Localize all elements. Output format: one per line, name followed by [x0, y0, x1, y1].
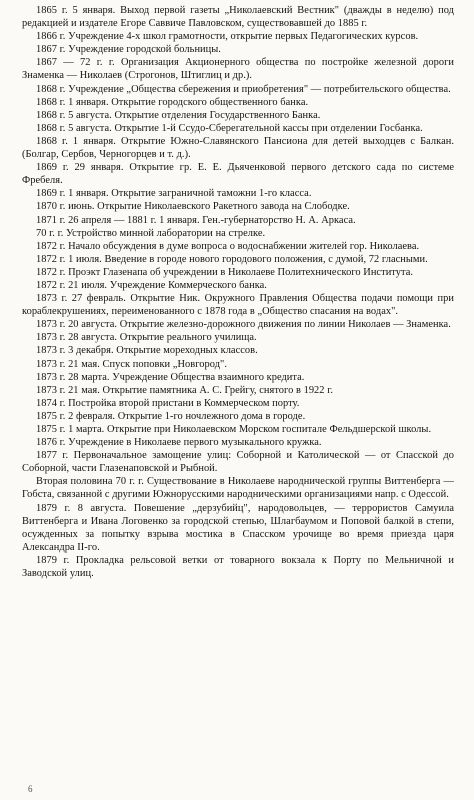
chronology-entry: 1875 г. 1 марта. Открытие при Николаевском Морском госпитале Фельдшерской школы.	[36, 424, 432, 435]
chronology-entry: 1872 г. Начало обсуждения в думе вопроса о водоснабжении жителей гор. Николаева.	[36, 240, 420, 252]
chronology-entry: 1868 г. 5 августа. Открытие отделения Государственного Банка.	[36, 109, 321, 121]
chronology-entry: 1873 г. 20 августа. Открытие железно-дорожного движения по линии Николаев — Знаменка.	[36, 319, 451, 331]
chronology-entry: 1872 г. Проэкт Глазенапа об учреждении в Николаеве Политехнического Института.	[36, 266, 414, 278]
chronology-entry: 1868 г. 1 января. Открытие Южно-Славянского Пансиона для детей выходцев с Балкан. (Болгар, Сербов, Черногорцев и т. д.).	[22, 135, 454, 161]
chronology-entry: 1872 г. 21 июля. Учреждение Коммерческого банка.	[36, 279, 267, 291]
chronology-entry: 1876 г. Учреждение в Николаеве первого музыкального кружка.	[36, 437, 322, 449]
chronology-entry: 1873 г. 3 декабря. Открытие мореходных классов.	[36, 345, 258, 357]
chronology-entry: 1868 г. 1 января. Открытие городского общественного банка.	[36, 96, 309, 108]
chronology-entry: 1873 г. 28 марта. Учреждение Общества взаимного кредита.	[36, 371, 305, 383]
chronology-entry: 1879 г. 8 августа. Повешение „дерзубийц", народовольцев, — террористов Самуила Виттенберга и Ивана Логовенко за городской степью, Шлагбаумом и Поповой балкой в степи, осужденных за попытку взрыва мостика в Спасском урочище во время приезда царя Александра II-го.	[22, 502, 454, 553]
chronology-entry: 1873 г. 21 мая. Спуск поповки „Новгород".	[36, 358, 227, 370]
chronology-entry: 1877 г. Первоначальное замощение улиц: Соборной и Католической — от Спасской до Соборной, части Глазенаповской и Рыбной.	[22, 450, 454, 475]
chronology-entry: 1872 г. 1 июля. Введение в городе нового городового положения, с думой, 72 гласными.	[36, 253, 428, 265]
chronology-entry: 1867 г. Учреждение городской больницы.	[36, 44, 221, 56]
chronology-entry: 1873 г. 21 мая. Открытие памятника А. С. Грейгу, снятого в 1922 г.	[36, 384, 333, 396]
chronology-entry: 1873 г. 28 августа. Открытие реального училища.	[36, 332, 257, 344]
chronology-entry: 1866 г. Учреждение 4-х школ грамотности, открытие первых Педагогических курсов.	[36, 31, 419, 43]
chronology-entry: 1875 г. 2 февраля. Открытие 1-го ночлежного дома в городе.	[36, 410, 306, 422]
chronology-entry: 1870 г. июнь. Открытие Николаевского Ракетного завода на Слободке.	[36, 201, 350, 213]
chronology-entry: 1867 — 72 г. г. Организация Акционерного общества по постройке железной дороги Знаменка — Николаев (Строгонов, Штиглиц и др.).	[22, 57, 454, 82]
chronology-entry: 1869 г. 29 января. Открытие гр. Е. Е. Дьяченковой первого детского сада по системе Фребеля.	[22, 162, 454, 187]
chronology-entry: 1868 г. 5 августа. Открытие 1-й Ссудо-Сберегательной кассы при отделении Госбанка.	[36, 122, 423, 134]
chronology-entry: 70 г. г. Устройство минной лаборатории на стрелке.	[36, 227, 266, 239]
chronology-list	[22, 4, 454, 580]
chronology-entry: 1869 г. 1 января. Открытие заграничной таможни 1-го класса.	[36, 188, 312, 200]
page-mark: 6	[28, 784, 33, 794]
chronology-entry: 1871 г. 26 апреля — 1881 г. 1 января. Ген.-губернаторство Н. А. Аркаса.	[36, 214, 356, 226]
chronology-entry: 1873 г. 27 февраль. Открытие Ник. Окружного Правления Общества подачи помощи при кораблекрушениях, переименованного с 1878 года в „Общество спасания на водах".	[22, 293, 454, 318]
chronology-entry: 1874 г. Постройка второй пристани в Коммерческом порту.	[36, 397, 300, 409]
chronology-entry: 1868 г. Учреждение „Общества сбережения и приобретения" — потребительского общества.	[36, 83, 451, 95]
chronology-entry: 1879 г. Прокладка рельсовой ветки от товарного вокзала к Порту по Мельничной и Заводской улиц.	[22, 554, 454, 580]
chronology-entry: Вторая половина 70 г. г. Существование в Николаеве народнической группы Виттенберга — Гобста, связанной с другими Южнорусскими народническими организациями напр. с Одессой.	[22, 476, 454, 501]
chronology-entry: 1865 г. 5 января. Выход первой газеты „Николаевский Вестник" (дважды в неделю) под редакцией и издателе Егоре Саввиче Павловском, существовавшей до 1885 г.	[22, 5, 454, 30]
